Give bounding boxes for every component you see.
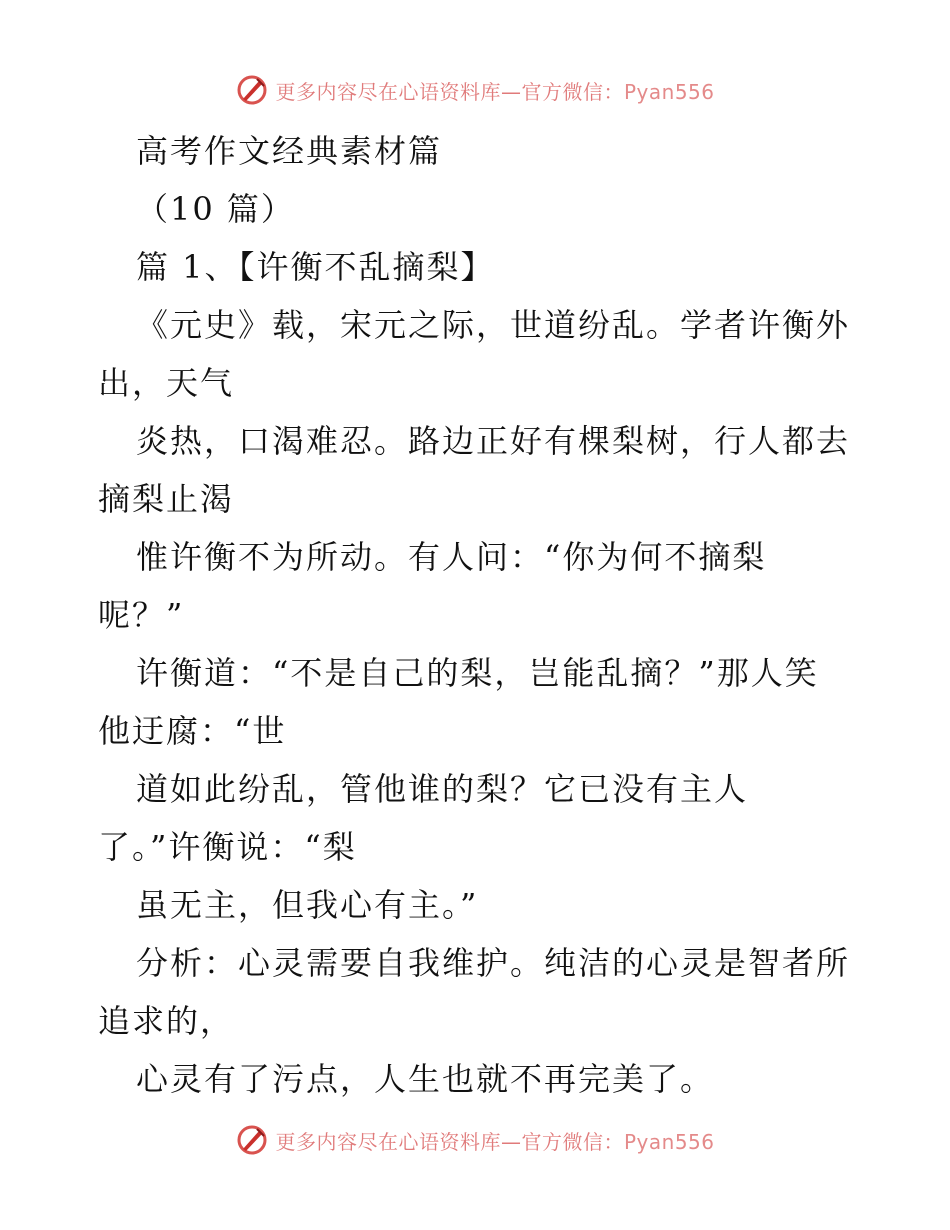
- text-line: 惟许衡不为所动。有人问：“你为何不摘梨: [136, 538, 767, 576]
- document-body: [98, 122, 858, 1108]
- watermark-id: Pyan556: [623, 79, 715, 104]
- quill-pen-logo-icon: [235, 1123, 269, 1157]
- text-line: 篇 1、【许衡不乱摘梨】: [136, 248, 495, 286]
- watermark-text: [275, 1126, 714, 1155]
- watermark-id: Pyan556: [623, 1129, 715, 1154]
- watermark-label: 更多内容尽在心语资料库—官方微信：: [275, 1129, 624, 1154]
- text-line: 道如此纷乱，管他谁的梨？它已没有主人: [136, 770, 749, 808]
- quill-pen-logo-icon: [235, 73, 269, 107]
- text-line: 呢？”: [98, 596, 185, 634]
- text-line: 高考作文经典素材篇: [136, 132, 443, 170]
- text-line: （10 篇）: [136, 190, 295, 228]
- text-line: 了。”许衡说：“梨: [98, 828, 357, 866]
- text-line: 他迂腐：“世: [98, 712, 287, 750]
- text-line: 虽无主，但我心有主。”: [136, 886, 479, 924]
- text-line: 摘梨止渴: [98, 480, 235, 518]
- watermark-text: [275, 76, 714, 105]
- footer-watermark: [0, 1120, 950, 1160]
- text-line: 《元史》载，宋元之际，世道纷乱。学者许衡外: [136, 306, 851, 344]
- text-line: 心灵有了污点，人生也就不再完美了。: [136, 1060, 715, 1098]
- text-line: 许衡道：“不是自己的梨，岂能乱摘？”那人笑: [136, 654, 819, 692]
- text-line: 出，天气: [98, 364, 235, 402]
- watermark-label: 更多内容尽在心语资料库—官方微信：: [275, 79, 624, 104]
- text-line: 炎热，口渴难忍。路边正好有棵梨树，行人都去: [136, 422, 851, 460]
- text-line: 分析：心灵需要自我维护。纯洁的心灵是智者所: [136, 944, 851, 982]
- text-line: 追求的，: [98, 1002, 235, 1040]
- header-watermark: [0, 70, 950, 110]
